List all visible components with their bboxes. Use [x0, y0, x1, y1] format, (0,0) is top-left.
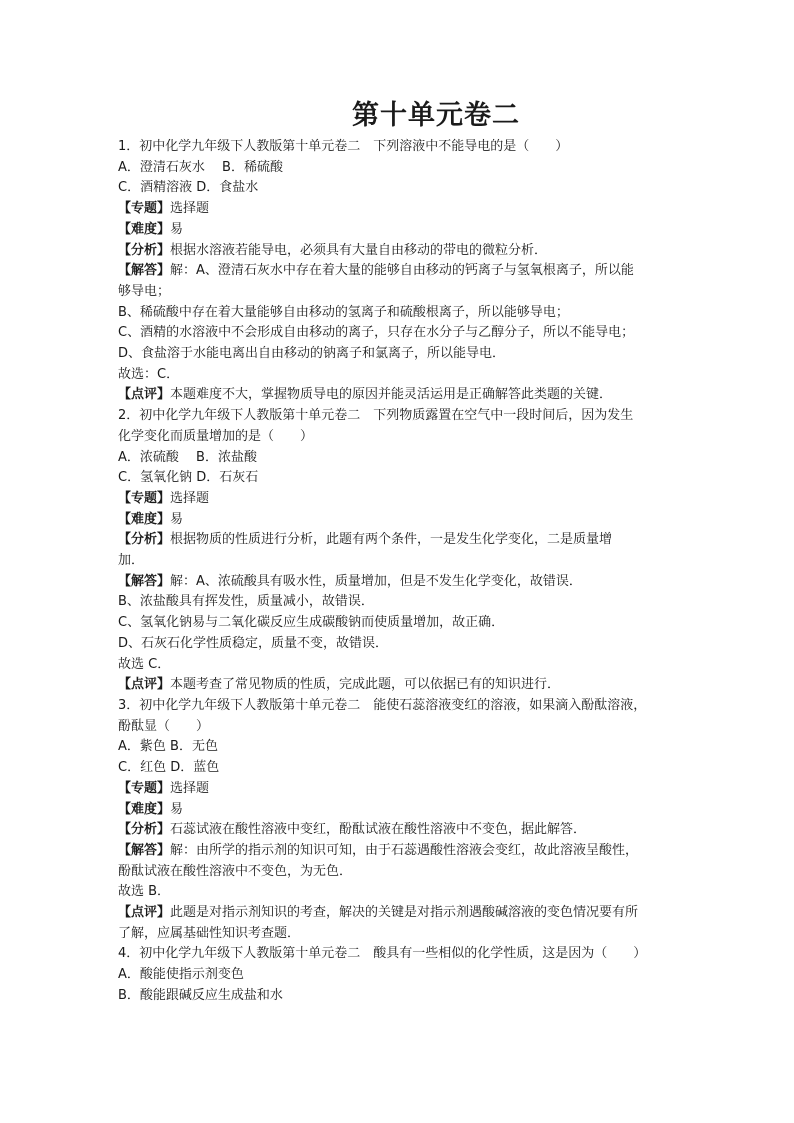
analysis-line-tag: 【分析】 [118, 822, 171, 838]
comment-line-tag: 【点评】 [118, 677, 171, 693]
question-block [118, 137, 694, 406]
question-block [118, 944, 694, 1006]
comment-line-text: 此题是对指示剂知识的考查，解决的关键是对指示剂遇酸碱溶液的变色情况要有所 [170, 905, 639, 921]
answer-line-text: 故选：C． [118, 366, 180, 382]
comment-line-text: 了解，应属基础性知识考查题． [118, 925, 301, 941]
question-options [118, 178, 694, 199]
question-stem [118, 696, 694, 717]
question-options-text: A．酸能使指示剂变色 [118, 967, 244, 983]
difficulty-line [118, 510, 694, 531]
topic-line-text: 选择题 [170, 490, 210, 506]
answer-line-text: 故选 C． [118, 656, 171, 672]
answer-line [118, 303, 694, 324]
difficulty-line-tag: 【难度】 [118, 221, 171, 237]
question-stem-text: 化学变化而质量增加的是（ ） [118, 428, 314, 444]
analysis-line-tag: 【分析】 [118, 242, 171, 258]
answer-line-text: B、浓盐酸具有挥发性，质量减小，故错误． [118, 594, 374, 610]
answer-line-text: 解：A、澄清石灰水中存在着大量的能够自由移动的钙离子与氢氧根离子，所以能 [170, 263, 634, 279]
answer-line-text: 解：A、浓硫酸具有吸水性，质量增加，但是不发生化学变化，故错误． [170, 573, 582, 589]
answer-line-tag: 【解答】 [118, 263, 171, 279]
answer-line [118, 882, 694, 903]
question-stem-text: 3．初中化学九年级下人教版第十单元卷二 能使石蕊溶液变红的溶液，如果滴入酚酞溶液， [118, 697, 647, 713]
question-options [118, 965, 694, 986]
question-stem [118, 944, 694, 965]
question-stem-text: 2．初中化学九年级下人教版第十单元卷二 下列物质露置在空气中一段时间后，因为发生 [118, 408, 634, 424]
topic-line-tag: 【专题】 [118, 490, 171, 506]
analysis-line [118, 820, 694, 841]
analysis-line-text: 石蕊试液在酸性溶液中变红，酚酞试液在酸性溶液中不变色，据此解答． [170, 822, 587, 838]
analysis-line [118, 551, 694, 572]
topic-line-text: 选择题 [170, 201, 210, 217]
answer-line [118, 655, 694, 676]
answer-line [118, 634, 694, 655]
difficulty-line-tag: 【难度】 [118, 511, 171, 527]
difficulty-line [118, 800, 694, 821]
question-options-text: C．氢氧化钠 D．石灰石 [118, 470, 259, 486]
answer-line-text: 酚酞试液在酸性溶液中不变色，为无色． [118, 863, 353, 879]
comment-line-tag: 【点评】 [118, 387, 171, 403]
answer-line-tag: 【解答】 [118, 842, 171, 858]
answer-line [118, 862, 694, 883]
question-stem-text: 酚酞显（ ） [118, 718, 210, 734]
answer-line-text: D、食盐溶于水能电离出自由移动的钠离子和氯离子，所以能导电． [118, 346, 506, 362]
question-options [118, 758, 694, 779]
question-options-text: A．紫色 B．无色 [118, 739, 218, 755]
difficulty-line-text: 易 [170, 801, 184, 817]
question-block [118, 696, 694, 944]
topic-line [118, 489, 694, 510]
answer-line-text: C、氢氧化钠易与二氧化碳反应生成碳酸钠而使质量增加，故正确． [118, 615, 505, 631]
answer-line [118, 344, 694, 365]
difficulty-line-tag: 【难度】 [118, 801, 171, 817]
topic-line [118, 199, 694, 220]
topic-line-text: 选择题 [170, 780, 210, 796]
analysis-line [118, 241, 694, 262]
question-options [118, 986, 694, 1007]
analysis-line [118, 530, 694, 551]
analysis-line-tag: 【分析】 [118, 532, 171, 548]
analysis-line-text: 根据水溶液若能导电，必须具有大量自由移动的带电的微粒分析． [170, 242, 548, 258]
question-options-text: A．浓硫酸 B．浓盐酸 [118, 449, 257, 465]
analysis-line-text: 根据物质的性质进行分析，此题有两个条件，一是发生化学变化，二是质量增 [170, 532, 613, 548]
topic-line-tag: 【专题】 [118, 201, 171, 217]
answer-line-text: 够导电； [118, 283, 171, 299]
answer-line [118, 592, 694, 613]
difficulty-line-text: 易 [170, 511, 184, 527]
question-options [118, 448, 694, 469]
comment-line [118, 924, 694, 945]
comment-line [118, 385, 694, 406]
question-stem-text: 4．初中化学九年级下人教版第十单元卷二 酸具有一些相似的化学性质，这是因为（ ） [118, 946, 647, 962]
question-stem [118, 717, 694, 738]
question-stem [118, 427, 694, 448]
question-stem [118, 406, 694, 427]
question-stem [118, 137, 694, 158]
question-block [118, 406, 694, 696]
question-list [118, 137, 694, 1007]
question-options-text: A．澄清石灰水 B．稀硫酸 [118, 159, 283, 175]
comment-line-tag: 【点评】 [118, 905, 171, 921]
comment-line-text: 本题考查了常见物质的性质，完成此题，可以依据已有的知识进行． [170, 677, 561, 693]
answer-line [118, 323, 694, 344]
answer-line-tag: 【解答】 [118, 573, 171, 589]
answer-line [118, 261, 694, 282]
question-options-text: B．酸能跟碱反应生成盐和水 [118, 987, 283, 1003]
question-stem-text: 1．初中化学九年级下人教版第十单元卷二 下列溶液中不能导电的是（ ） [118, 139, 569, 154]
answer-line-text: 故选 B． [118, 884, 171, 900]
page-title: 第十单元卷二 [352, 100, 520, 131]
comment-line-text: 本题难度不大，掌握物质导电的原因并能灵活运用是正确解答此类题的关键． [170, 387, 613, 403]
topic-line-tag: 【专题】 [118, 780, 171, 796]
comment-line [118, 675, 694, 696]
question-options-text: C．红色 D．蓝色 [118, 760, 220, 776]
answer-line-text: C、酒精的水溶液中不会形成自由移动的离子，只存在水分子与乙醇分子，所以不能导电； [118, 325, 635, 341]
answer-line-text: 解：由所学的指示剂的知识可知，由于石蕊遇酸性溶液会变红，故此溶液呈酸性， [170, 842, 639, 858]
topic-line [118, 779, 694, 800]
analysis-line-text: 加． [118, 553, 145, 569]
difficulty-line [118, 220, 694, 241]
difficulty-line-text: 易 [170, 221, 184, 237]
question-options [118, 468, 694, 489]
answer-line [118, 613, 694, 634]
answer-line [118, 282, 694, 303]
answer-line-text: B、稀硫酸中存在着大量能够自由移动的氢离子和硫酸根离子，所以能够导电； [118, 304, 569, 320]
question-options-text: C．酒精溶液 D．食盐水 [118, 180, 259, 196]
answer-line [118, 572, 694, 593]
comment-line [118, 903, 694, 924]
question-options [118, 737, 694, 758]
answer-line [118, 365, 694, 386]
answer-line [118, 841, 694, 862]
answer-line-text: D、石灰石化学性质稳定，质量不变，故错误． [118, 635, 389, 651]
question-options [118, 158, 694, 179]
